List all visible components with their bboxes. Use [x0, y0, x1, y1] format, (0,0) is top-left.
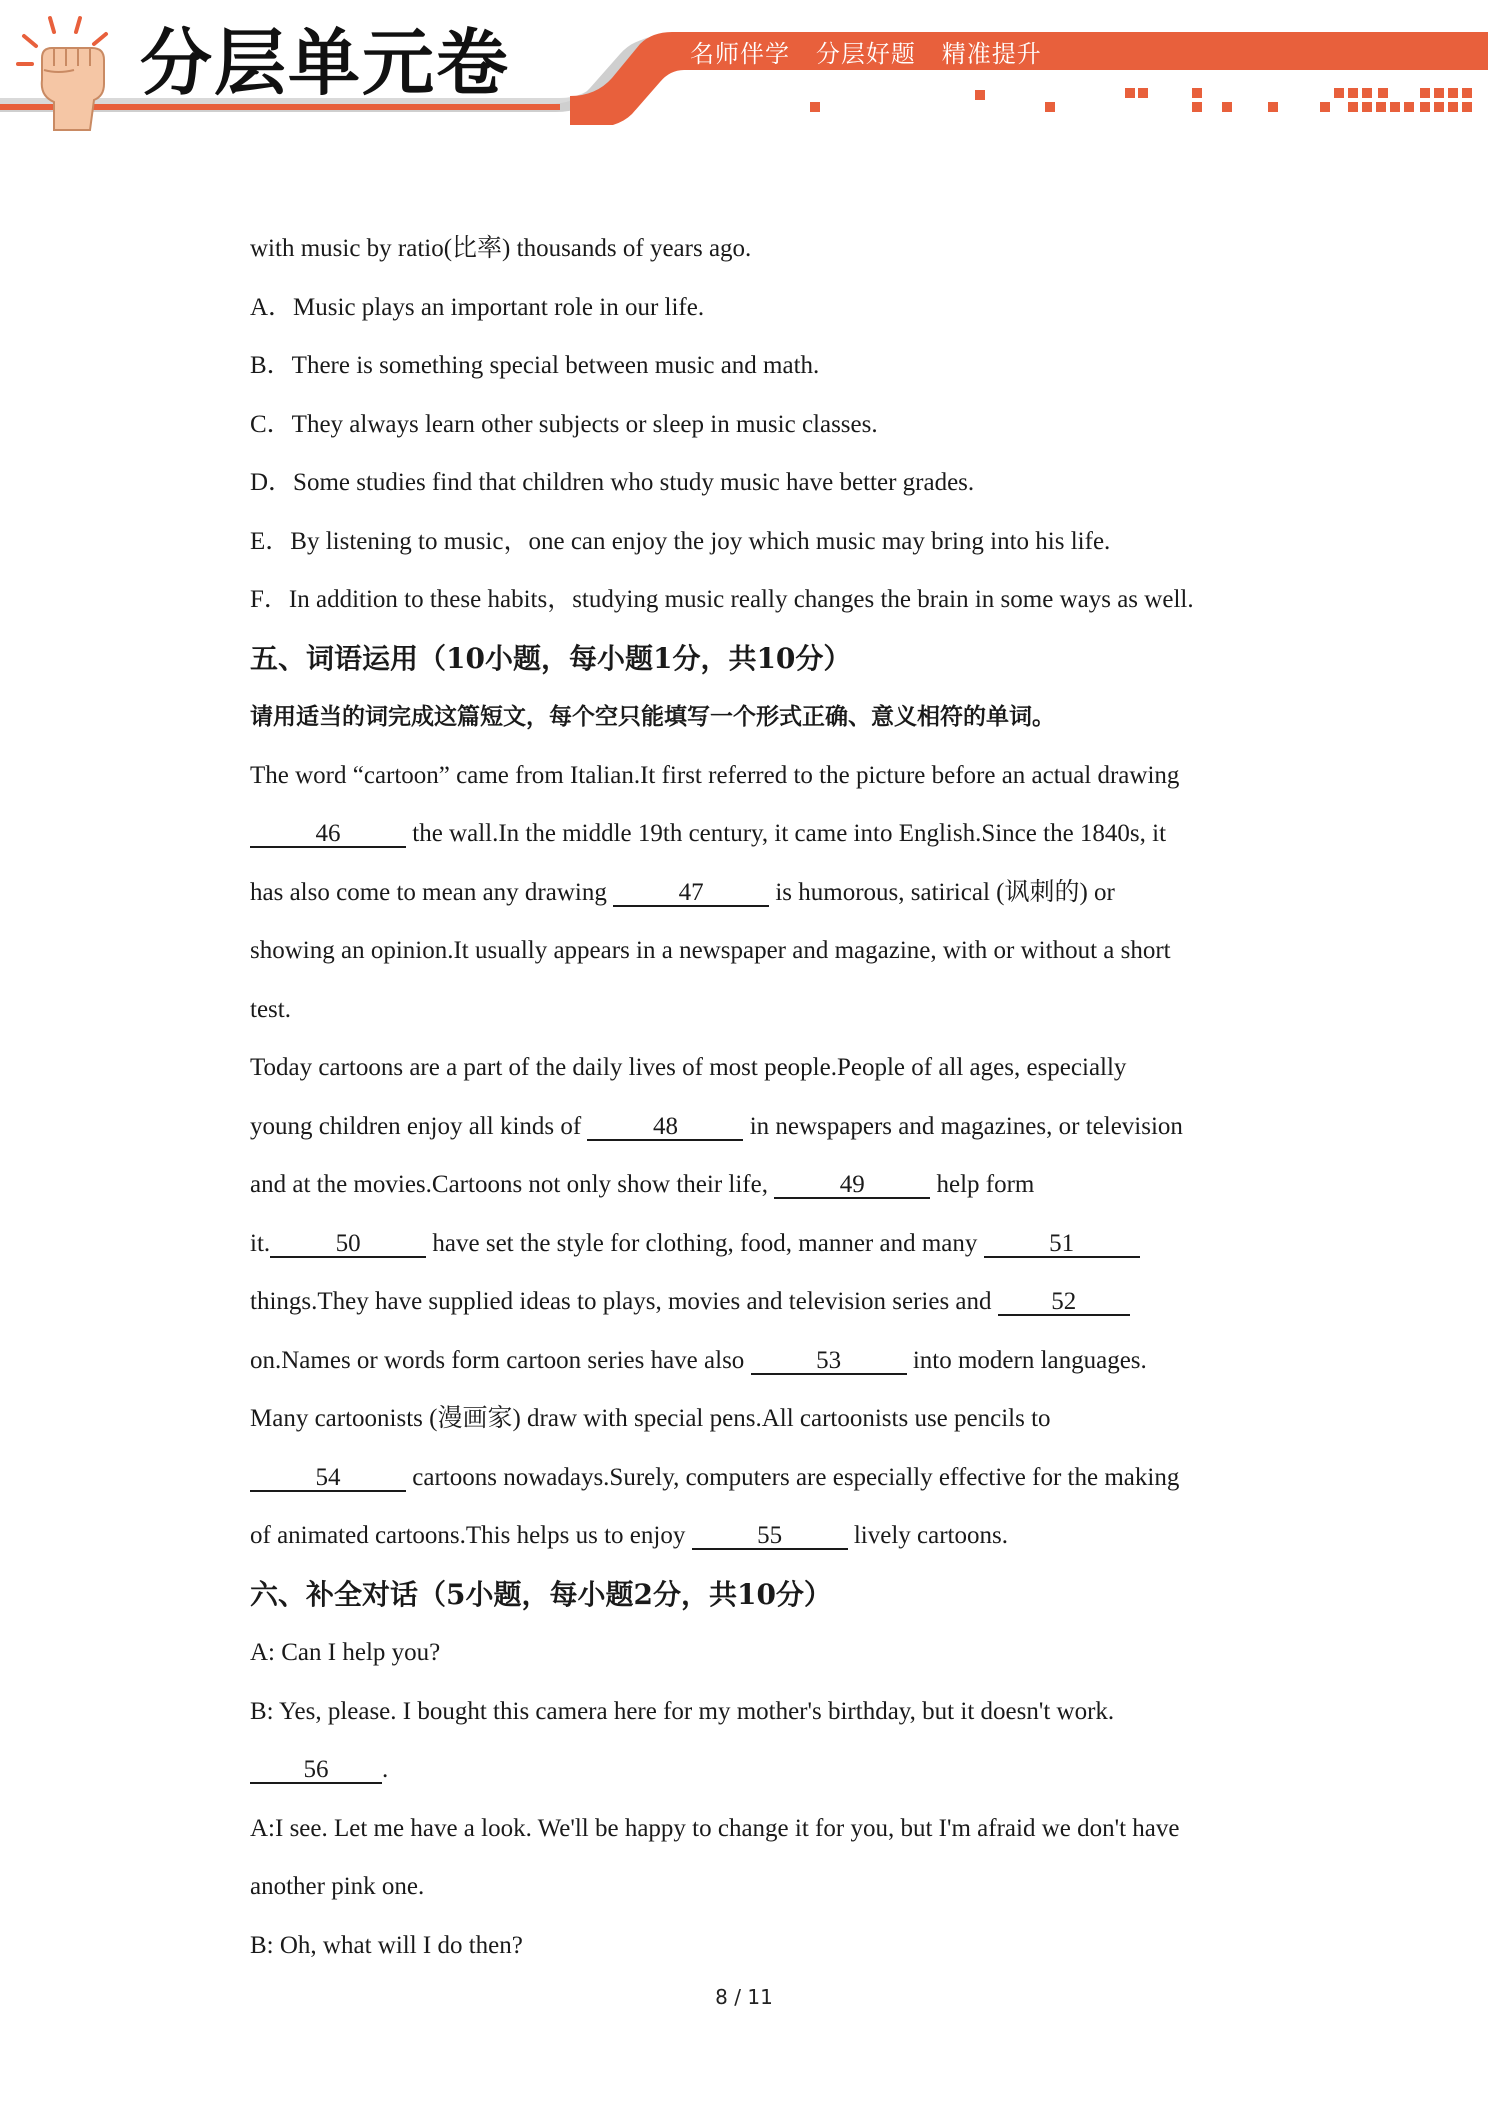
text-line: A: Can I help you? — [250, 1639, 441, 1666]
text-line: B．There is something special between music and math. — [250, 352, 820, 379]
section-heading: 五、词语运用（10小题，每小题1分，共10分） — [250, 641, 852, 675]
answer-blank[interactable]: 47 — [613, 881, 769, 907]
line-text: into modern languages. — [906, 1346, 1147, 1374]
cloze-line — [250, 1156, 1260, 1215]
cloze-line — [250, 1507, 1260, 1566]
line-text: the wall.In the middle 19th century, it came into English.Since the 1840s, it — [406, 820, 1167, 847]
header-tagline: 名师伴学 分层好题 精准提升 — [690, 40, 1042, 68]
answer-blank[interactable]: 48 — [587, 1115, 743, 1141]
text-line: The word “cartoon” came from Italian.It first referred to the picture before an actual drawing — [250, 761, 1180, 789]
line-text: lively cartoons. — [847, 1522, 1008, 1549]
text-line: E．By listening to music，one can enjoy the joy which music may bring into his life. — [250, 527, 1111, 555]
line-text: young children enjoy all kinds of — [250, 1112, 588, 1140]
text-line: B: Yes, please. I bought this camera here for my mother's birthday, but it doesn't work. — [250, 1697, 1115, 1725]
cloze-line — [250, 1449, 1260, 1508]
section-instruction: 请用适当的词完成这篇短文，每个空只能填写一个形式正确、意义相符的单词。 — [250, 704, 1055, 730]
line-text: help form — [930, 1171, 1035, 1198]
text-line: Today cartoons are a part of the daily lives of most people.People of all ages, especially — [250, 1054, 1127, 1081]
cloze-line — [250, 1273, 1260, 1332]
answer-blank[interactable]: 55 — [692, 1524, 848, 1550]
text-line: A．Music plays an important role in our life. — [250, 293, 705, 321]
section-heading: 六、补全对话（5小题，每小题2分，共10分） — [250, 1577, 832, 1611]
text-line: F．In addition to these habits，studying music really changes the brain in some ways as well. — [250, 586, 1194, 613]
line-text: . — [382, 1756, 389, 1783]
text-line: A:I see. Let me have a look. We'll be happy to change it for you, but I'm afraid we don't have — [250, 1814, 1180, 1842]
line-text: in newspapers and magazines, or television — [743, 1112, 1183, 1140]
raised-fist-logo-icon — [14, 14, 126, 132]
cloze-line — [250, 1098, 1260, 1157]
text-line: another pink one. — [250, 1873, 425, 1900]
line-text: of animated cartoons.This helps us to enjoy — [250, 1522, 692, 1549]
answer-blank[interactable]: 50 — [270, 1232, 426, 1258]
line-text: things.They have supplied ideas to plays, movies and television series and — [250, 1288, 998, 1315]
answer-blank[interactable]: 56 — [250, 1758, 382, 1784]
line-text: cartoons nowadays.Surely, computers are especially effective for the making — [406, 1463, 1180, 1491]
text-line: showing an opinion.It usually appears in a newspaper and magazine, with or without a short — [250, 937, 1171, 964]
line-text: have set the style for clothing, food, manner and many — [426, 1229, 984, 1257]
text-line: B: Oh, what will I do then? — [250, 1931, 523, 1959]
text-line: D．Some studies find that children who study music have better grades. — [250, 469, 975, 496]
line-text: is humorous, satirical (讽刺的) or — [769, 878, 1115, 906]
text-line: Many cartoonists (漫画家) draw with special pens.All cartoonists use pencils to — [250, 1405, 1051, 1432]
brand-title: 分层单元卷 — [140, 21, 511, 105]
text-line: with music by ratio(比率) thousands of years ago. — [250, 235, 752, 262]
line-text: on.Names or words form cartoon series have also — [250, 1346, 751, 1374]
answer-blank[interactable]: 53 — [751, 1349, 907, 1375]
answer-blank[interactable]: 51 — [984, 1232, 1140, 1258]
text-line: C．They always learn other subjects or sleep in music classes. — [250, 410, 878, 438]
text-line: test. — [250, 995, 291, 1023]
cloze-line — [250, 1741, 1260, 1800]
answer-blank[interactable]: 52 — [998, 1290, 1130, 1316]
cloze-line — [250, 864, 1260, 923]
page-header — [0, 0, 1488, 125]
line-text: it. — [250, 1229, 271, 1257]
page-number: 8 / 11 — [715, 1985, 773, 2009]
cloze-line — [250, 805, 1260, 864]
answer-blank[interactable]: 46 — [250, 822, 406, 848]
answer-blank[interactable]: 54 — [250, 1466, 406, 1492]
answer-blank[interactable]: 49 — [774, 1173, 930, 1199]
cloze-line — [250, 1215, 1260, 1274]
document-body — [250, 220, 1260, 1975]
line-text: and at the movies.Cartoons not only show their life, — [250, 1171, 775, 1198]
line-text: has also come to mean any drawing — [250, 878, 614, 906]
cloze-line — [250, 1332, 1260, 1391]
